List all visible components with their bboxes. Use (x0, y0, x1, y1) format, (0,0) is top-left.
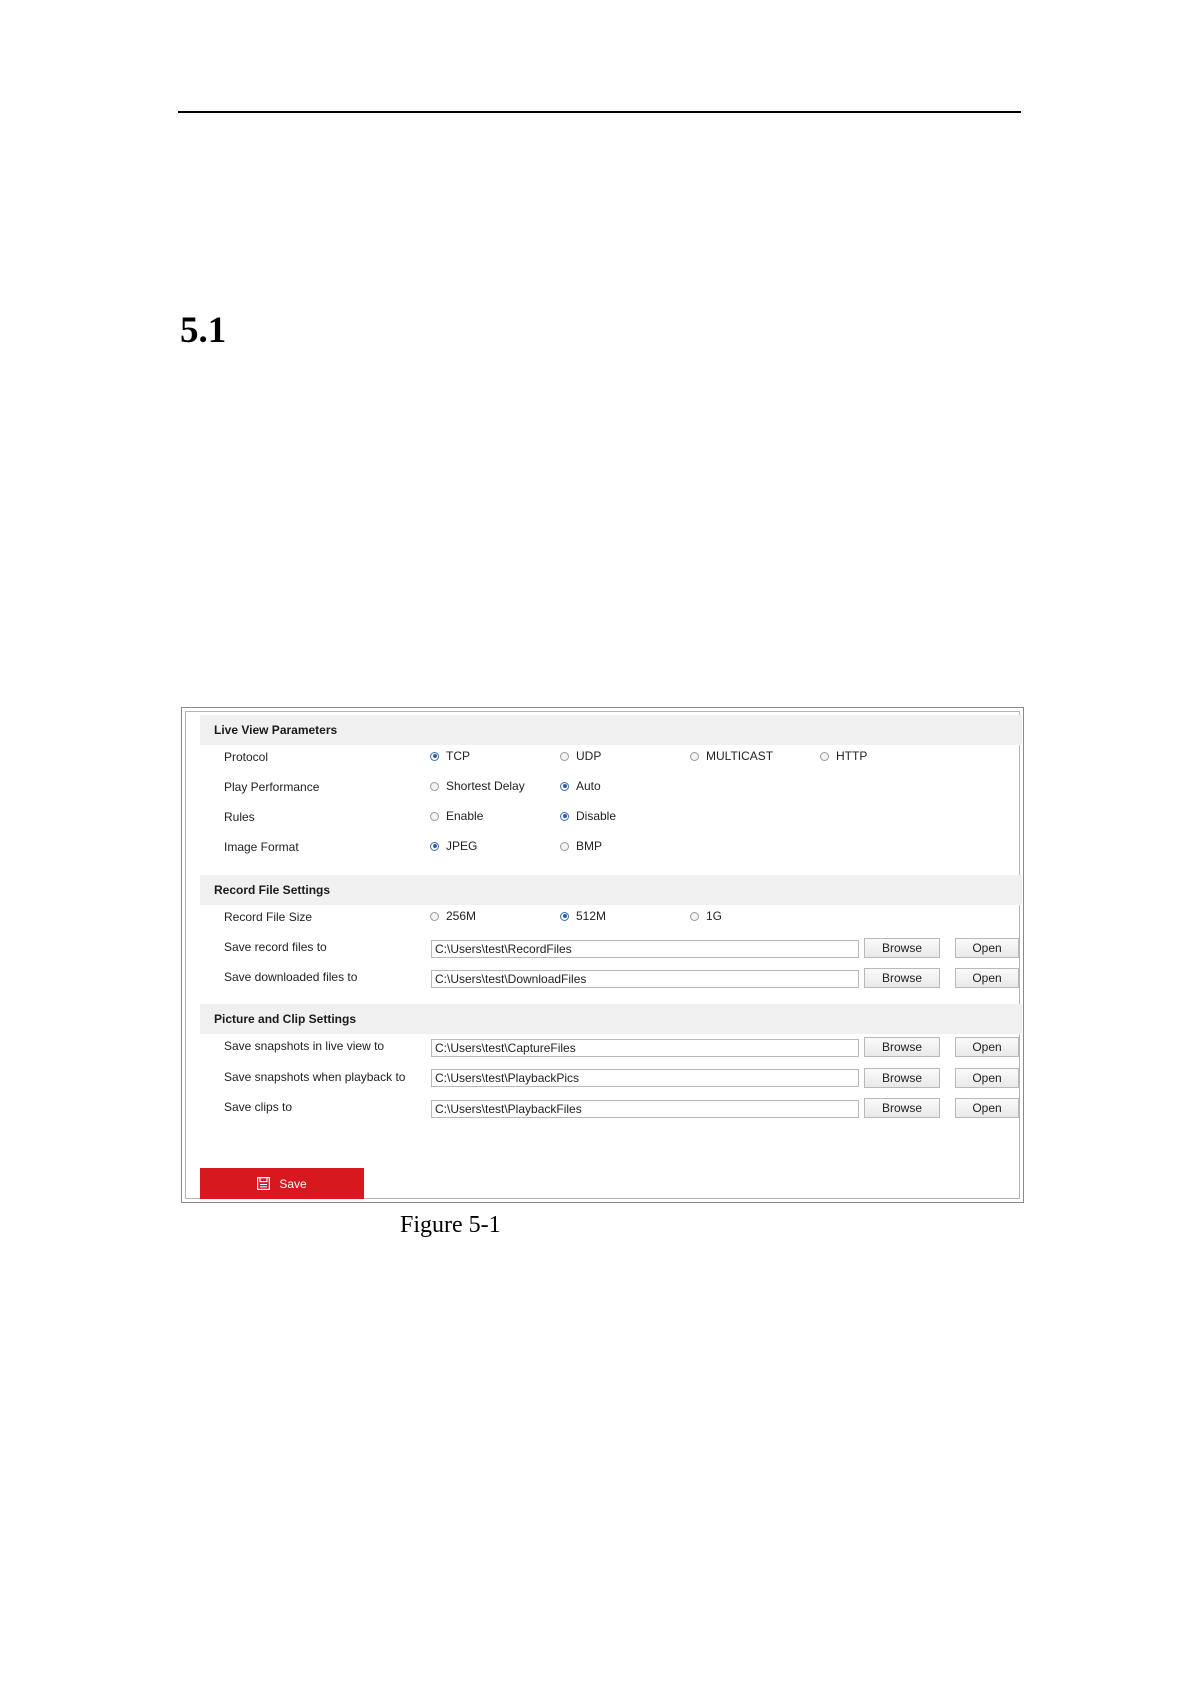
protocol-tcp-radio[interactable]: TCP (430, 749, 470, 763)
protocol-label: Protocol (224, 750, 269, 764)
save-record-files-label: Save record files to (224, 940, 327, 954)
browse-clips-button[interactable]: Browse (864, 1098, 940, 1118)
radio-checked-icon (430, 842, 439, 851)
image-format-label: Image Format (224, 840, 299, 854)
protocol-multicast-radio[interactable]: MULTICAST (690, 749, 773, 763)
open-clips-button[interactable]: Open (955, 1098, 1019, 1118)
save-record-files-input[interactable]: C:\Users\test\RecordFiles (431, 940, 859, 958)
protocol-udp-radio[interactable]: UDP (560, 749, 601, 763)
play-performance-label: Play Performance (224, 780, 320, 794)
live-view-section-header (200, 715, 1022, 745)
rules-label: Rules (224, 810, 255, 824)
radio-unchecked-icon (560, 752, 569, 761)
save-downloaded-files-input[interactable]: C:\Users\test\DownloadFiles (431, 970, 859, 988)
record-size-256m-radio[interactable]: 256M (430, 909, 476, 923)
browse-downloaded-files-button[interactable]: Browse (864, 968, 940, 988)
save-snapshots-playback-label: Save snapshots when playback to (224, 1070, 406, 1084)
settings-panel (185, 711, 1020, 1199)
protocol-http-radio[interactable]: HTTP (820, 749, 867, 763)
radio-checked-icon (560, 782, 569, 791)
radio-checked-icon (560, 812, 569, 821)
figure-screenshot (181, 707, 1024, 1203)
save-snapshots-playback-input[interactable]: C:\Users\test\PlaybackPics (431, 1069, 859, 1087)
open-record-files-button[interactable]: Open (955, 938, 1019, 958)
rules-disable-radio[interactable]: Disable (560, 809, 616, 823)
record-size-512m-radio[interactable]: 512M (560, 909, 606, 923)
save-snapshots-live-input[interactable]: C:\Users\test\CaptureFiles (431, 1039, 859, 1057)
image-format-bmp-radio[interactable]: BMP (560, 839, 602, 853)
section-title: Live View Parameters (214, 723, 338, 737)
rules-enable-radio[interactable]: Enable (430, 809, 483, 823)
local-configuration-form (186, 712, 1019, 1198)
save-clips-label: Save clips to (224, 1100, 293, 1114)
open-downloaded-files-button[interactable]: Open (955, 968, 1019, 988)
header-rule (178, 111, 1021, 113)
floppy-disk-icon (257, 1177, 270, 1190)
open-snapshots-playback-button[interactable]: Open (955, 1068, 1019, 1088)
browse-snapshots-live-button[interactable]: Browse (864, 1037, 940, 1057)
radio-unchecked-icon (430, 912, 439, 921)
record-file-section-header (200, 875, 1022, 905)
browse-snapshots-playback-button[interactable]: Browse (864, 1068, 940, 1088)
save-downloaded-files-label: Save downloaded files to (224, 970, 358, 984)
record-file-size-label: Record File Size (224, 910, 313, 924)
radio-unchecked-icon (690, 912, 699, 921)
record-size-1g-radio[interactable]: 1G (690, 909, 722, 923)
save-snapshots-live-label: Save snapshots in live view to (224, 1039, 385, 1053)
figure-caption: Figure 5-1 (400, 1212, 501, 1238)
radio-unchecked-icon (820, 752, 829, 761)
save-button-label: Save (279, 1176, 307, 1191)
play-performance-auto-radio[interactable]: Auto (560, 779, 601, 793)
radio-unchecked-icon (690, 752, 699, 761)
radio-unchecked-icon (560, 842, 569, 851)
play-performance-shortest-delay-radio[interactable]: Shortest Delay (430, 779, 525, 793)
radio-unchecked-icon (430, 812, 439, 821)
radio-unchecked-icon (430, 782, 439, 791)
image-format-jpeg-radio[interactable]: JPEG (430, 839, 477, 853)
save-clips-input[interactable]: C:\Users\test\PlaybackFiles (431, 1100, 859, 1118)
section-title: Picture and Clip Settings (214, 1012, 357, 1026)
browse-record-files-button[interactable]: Browse (864, 938, 940, 958)
radio-checked-icon (430, 752, 439, 761)
section-title: Record File Settings (214, 883, 331, 897)
save-button[interactable] (200, 1168, 364, 1199)
section-number: 5.1 (180, 310, 227, 351)
picture-clip-section-header (200, 1004, 1022, 1034)
open-snapshots-live-button[interactable]: Open (955, 1037, 1019, 1057)
radio-checked-icon (560, 912, 569, 921)
